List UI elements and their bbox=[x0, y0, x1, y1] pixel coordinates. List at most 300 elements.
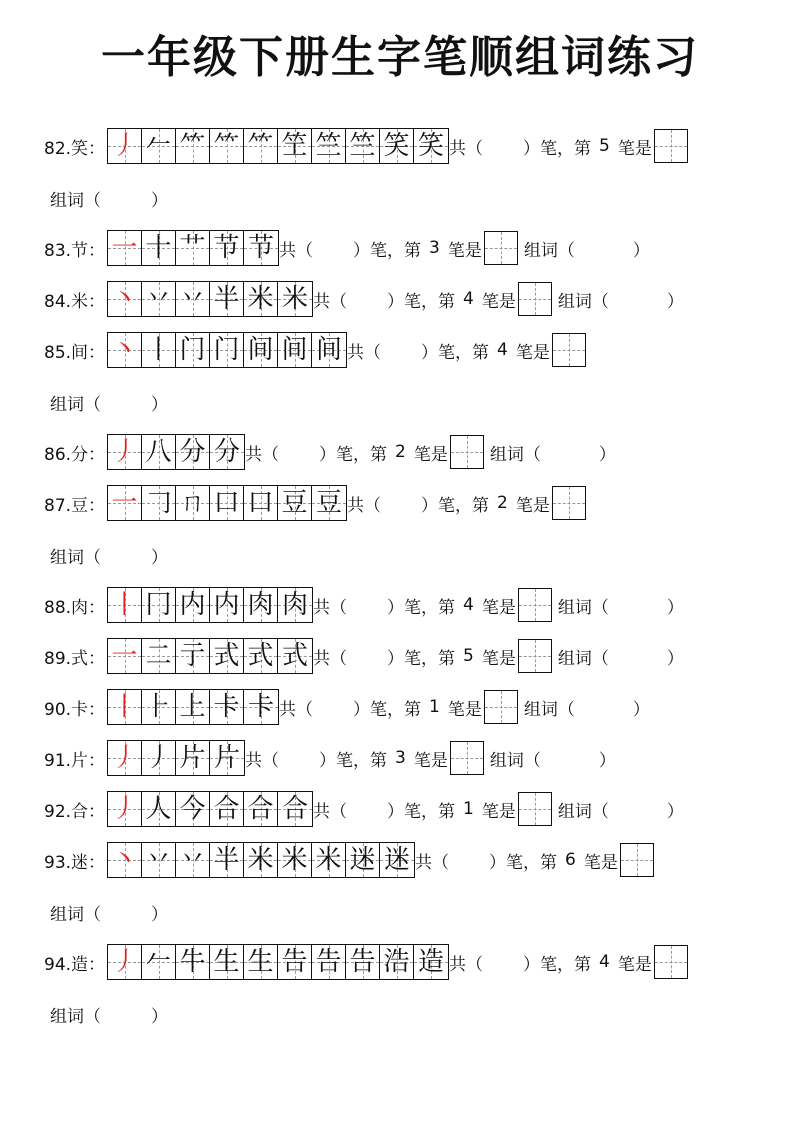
stroke-index-number: 5 bbox=[463, 646, 474, 666]
stroke-step-glyph: 艹 bbox=[179, 233, 206, 263]
stroke-step-cell bbox=[142, 741, 176, 775]
stroke-step-cell bbox=[142, 588, 176, 622]
exercise-row bbox=[44, 740, 616, 776]
stroke-count-prompt: 共（ bbox=[415, 852, 450, 873]
stroke-step-glyph: 丶 bbox=[111, 284, 138, 314]
stroke-answer-box[interactable] bbox=[518, 792, 552, 826]
stroke-index-number: 4 bbox=[463, 289, 474, 309]
stroke-index-number: 2 bbox=[395, 442, 406, 462]
stroke-step-cell bbox=[278, 843, 312, 877]
stroke-step-cell bbox=[414, 129, 448, 163]
character-label: 90.卡： bbox=[44, 699, 106, 720]
stroke-answer-prompt: 笔是 bbox=[515, 342, 550, 363]
exercise-row bbox=[44, 434, 616, 470]
word-formation-label: 组词（ bbox=[50, 548, 101, 568]
stroke-index-prompt: ）笔，第 bbox=[353, 699, 422, 720]
character-label: 88.肉： bbox=[44, 597, 106, 618]
stroke-step-cell bbox=[108, 333, 142, 367]
stroke-step-glyph: 一 bbox=[111, 641, 138, 671]
word-formation-field[interactable] bbox=[50, 1002, 168, 1027]
stroke-order-grid bbox=[107, 842, 415, 878]
stroke-step-cell bbox=[108, 486, 142, 520]
stroke-step-glyph: ⺮ bbox=[179, 131, 206, 161]
stroke-index-number: 4 bbox=[463, 595, 474, 615]
stroke-step-cell bbox=[278, 333, 312, 367]
exercise-row bbox=[44, 281, 684, 317]
stroke-step-glyph: 丨 bbox=[145, 335, 172, 365]
stroke-index-number: 1 bbox=[463, 799, 474, 819]
character-label: 86.分： bbox=[44, 444, 106, 465]
stroke-step-glyph: 卡 bbox=[248, 692, 275, 722]
stroke-step-glyph: 八 bbox=[145, 437, 172, 467]
stroke-index-number: 5 bbox=[599, 136, 610, 156]
stroke-answer-prompt: 笔是 bbox=[583, 852, 618, 873]
stroke-step-cell bbox=[210, 843, 244, 877]
stroke-answer-box[interactable] bbox=[518, 639, 552, 673]
stroke-step-glyph: 告 bbox=[349, 947, 376, 977]
stroke-index-number: 3 bbox=[395, 748, 406, 768]
stroke-step-glyph: 内 bbox=[179, 590, 206, 620]
stroke-index-prompt: ）笔，第 bbox=[421, 495, 490, 516]
word-formation-field[interactable] bbox=[50, 900, 168, 925]
character-label: 85.间： bbox=[44, 342, 106, 363]
stroke-step-cell bbox=[176, 231, 210, 265]
stroke-index-number: 6 bbox=[565, 850, 576, 870]
stroke-step-cell bbox=[244, 639, 278, 673]
stroke-step-cell bbox=[108, 282, 142, 316]
stroke-step-cell bbox=[108, 843, 142, 877]
stroke-step-glyph: 丨 bbox=[111, 692, 138, 722]
stroke-index-prompt: ）笔，第 bbox=[489, 852, 558, 873]
stroke-step-glyph: 式 bbox=[213, 641, 240, 671]
page-title: 一年级下册生字笔顺组词练习 bbox=[101, 32, 699, 83]
stroke-index-prompt: ）笔，第 bbox=[523, 954, 592, 975]
stroke-answer-box[interactable] bbox=[518, 588, 552, 622]
word-formation-close: ） bbox=[151, 1007, 168, 1027]
stroke-step-cell bbox=[142, 792, 176, 826]
exercise-row bbox=[44, 230, 650, 266]
stroke-step-cell bbox=[210, 690, 244, 724]
stroke-step-glyph: 亍 bbox=[179, 641, 206, 671]
stroke-step-cell bbox=[278, 282, 312, 316]
stroke-step-cell bbox=[244, 282, 278, 316]
stroke-step-cell bbox=[142, 639, 176, 673]
character-label: 89.式： bbox=[44, 648, 106, 669]
stroke-step-glyph: 笑 bbox=[418, 131, 445, 161]
stroke-step-cell bbox=[176, 588, 210, 622]
stroke-step-glyph: 十 bbox=[145, 233, 172, 263]
stroke-step-glyph: 豆 bbox=[281, 488, 308, 518]
stroke-order-grid bbox=[107, 128, 449, 164]
stroke-step-cell bbox=[244, 945, 278, 979]
stroke-step-cell bbox=[278, 588, 312, 622]
stroke-answer-box[interactable] bbox=[552, 486, 586, 520]
stroke-count-prompt: 共（ bbox=[449, 954, 484, 975]
stroke-step-cell bbox=[312, 843, 346, 877]
stroke-answer-prompt: 笔是 bbox=[413, 444, 448, 465]
stroke-order-grid bbox=[107, 332, 347, 368]
stroke-step-glyph: 丶 bbox=[111, 335, 138, 365]
stroke-step-glyph: 丷 bbox=[179, 845, 206, 875]
stroke-step-glyph: 分 bbox=[214, 437, 241, 467]
stroke-step-glyph: 生 bbox=[247, 947, 274, 977]
word-formation-field[interactable] bbox=[524, 695, 650, 720]
stroke-step-cell bbox=[312, 129, 346, 163]
stroke-step-cell bbox=[244, 333, 278, 367]
stroke-step-cell bbox=[108, 792, 142, 826]
stroke-index-number: 4 bbox=[497, 340, 508, 360]
exercise-row bbox=[44, 689, 650, 725]
stroke-answer-prompt: 笔是 bbox=[481, 648, 516, 669]
exercise-row bbox=[44, 587, 684, 623]
stroke-index-prompt: ）笔，第 bbox=[387, 801, 456, 822]
word-formation-label: 组词（ bbox=[489, 750, 541, 771]
exercise-row bbox=[44, 638, 684, 674]
stroke-step-cell bbox=[414, 945, 448, 979]
stroke-step-glyph: 竺 bbox=[349, 131, 376, 161]
word-formation-field[interactable] bbox=[490, 746, 616, 771]
stroke-step-glyph: 牛 bbox=[179, 947, 206, 977]
stroke-step-cell bbox=[244, 690, 278, 724]
stroke-step-cell bbox=[346, 945, 380, 979]
stroke-index-number: 2 bbox=[497, 493, 508, 513]
stroke-step-glyph: 生 bbox=[213, 947, 240, 977]
stroke-answer-box[interactable] bbox=[654, 129, 688, 163]
stroke-step-glyph: 一 bbox=[111, 488, 138, 518]
stroke-step-glyph: 丿 bbox=[111, 947, 138, 977]
character-label: 82.笑： bbox=[44, 138, 106, 159]
stroke-step-glyph: 告 bbox=[315, 947, 342, 977]
word-formation-field[interactable] bbox=[490, 440, 616, 465]
word-formation-label: 组词（ bbox=[557, 648, 609, 669]
stroke-answer-prompt: 笔是 bbox=[413, 750, 448, 771]
stroke-step-cell bbox=[176, 690, 210, 724]
word-formation-field[interactable] bbox=[50, 390, 168, 415]
stroke-step-glyph: 节 bbox=[248, 233, 275, 263]
stroke-step-glyph: 浩 bbox=[383, 947, 410, 977]
stroke-step-cell bbox=[210, 129, 244, 163]
stroke-step-cell bbox=[176, 486, 210, 520]
word-formation-field[interactable] bbox=[50, 543, 168, 568]
word-formation-close: ） bbox=[666, 801, 684, 822]
stroke-step-glyph: 合 bbox=[282, 794, 309, 824]
word-formation-close: ） bbox=[666, 648, 684, 669]
word-formation-close: ） bbox=[598, 750, 616, 771]
stroke-step-glyph: 半 bbox=[213, 845, 240, 875]
stroke-answer-prompt: 笔是 bbox=[617, 138, 652, 159]
stroke-step-glyph: 节 bbox=[213, 233, 240, 263]
word-formation-close: ） bbox=[632, 699, 650, 720]
stroke-step-cell bbox=[244, 231, 278, 265]
exercise-row bbox=[44, 791, 684, 827]
word-formation-label: 组词（ bbox=[523, 699, 575, 720]
stroke-answer-box[interactable] bbox=[620, 843, 654, 877]
word-formation-field[interactable] bbox=[50, 186, 168, 211]
stroke-step-glyph: 上 bbox=[179, 692, 206, 722]
stroke-step-glyph: ⺮ bbox=[247, 131, 274, 161]
stroke-step-glyph: 式 bbox=[282, 641, 309, 671]
stroke-order-grid bbox=[107, 791, 313, 827]
exercise-row bbox=[44, 485, 588, 521]
stroke-step-glyph: 米 bbox=[247, 284, 274, 314]
word-formation-label: 组词（ bbox=[557, 801, 609, 822]
stroke-index-prompt: ）笔，第 bbox=[353, 240, 422, 261]
stroke-step-glyph: 门 bbox=[213, 335, 240, 365]
stroke-step-glyph: 间 bbox=[281, 335, 308, 365]
word-formation-label: 组词（ bbox=[489, 444, 541, 465]
character-label: 93.迷： bbox=[44, 852, 106, 873]
stroke-step-cell bbox=[346, 843, 380, 877]
stroke-step-cell bbox=[210, 639, 244, 673]
stroke-index-number: 1 bbox=[429, 697, 440, 717]
stroke-step-glyph: 丿 bbox=[111, 437, 138, 467]
stroke-step-glyph: 片 bbox=[214, 743, 241, 773]
stroke-answer-box[interactable] bbox=[552, 333, 586, 367]
word-formation-close: ） bbox=[151, 395, 168, 415]
word-formation-field[interactable] bbox=[558, 797, 684, 822]
stroke-index-prompt: ）笔，第 bbox=[387, 291, 456, 312]
stroke-step-cell bbox=[142, 435, 176, 469]
stroke-step-cell bbox=[108, 945, 142, 979]
character-label: 94.造： bbox=[44, 954, 106, 975]
stroke-step-glyph: 米 bbox=[247, 845, 274, 875]
stroke-step-cell bbox=[210, 282, 244, 316]
word-formation-field[interactable] bbox=[558, 644, 684, 669]
stroke-step-cell bbox=[176, 741, 210, 775]
stroke-step-glyph: 片 bbox=[179, 743, 206, 773]
stroke-count-prompt: 共（ bbox=[347, 342, 382, 363]
word-formation-close: ） bbox=[666, 291, 684, 312]
word-formation-close: ） bbox=[151, 905, 168, 925]
stroke-answer-box[interactable] bbox=[450, 435, 484, 469]
stroke-step-cell bbox=[210, 486, 244, 520]
word-formation-label: 组词（ bbox=[50, 395, 101, 415]
word-formation-field[interactable] bbox=[558, 287, 684, 312]
stroke-step-cell bbox=[312, 486, 346, 520]
stroke-count-prompt: 共（ bbox=[313, 291, 348, 312]
stroke-step-glyph: 肉 bbox=[247, 590, 274, 620]
stroke-count-prompt: 共（ bbox=[449, 138, 484, 159]
character-label: 84.米： bbox=[44, 291, 106, 312]
stroke-index-number: 3 bbox=[429, 238, 440, 258]
stroke-step-glyph: 合 bbox=[247, 794, 274, 824]
stroke-step-cell bbox=[108, 231, 142, 265]
stroke-step-cell bbox=[210, 741, 244, 775]
word-formation-field[interactable] bbox=[558, 593, 684, 618]
character-label: 87.豆： bbox=[44, 495, 106, 516]
stroke-step-cell bbox=[210, 333, 244, 367]
stroke-step-glyph: 一 bbox=[111, 233, 138, 263]
stroke-count-prompt: 共（ bbox=[313, 597, 348, 618]
stroke-count-prompt: 共（ bbox=[347, 495, 382, 516]
stroke-answer-box[interactable] bbox=[518, 282, 552, 316]
stroke-answer-box[interactable] bbox=[654, 945, 688, 979]
stroke-count-prompt: 共（ bbox=[279, 240, 314, 261]
stroke-index-prompt: ）笔，第 bbox=[319, 750, 388, 771]
stroke-step-glyph: 丷 bbox=[179, 284, 206, 314]
stroke-count-prompt: 共（ bbox=[313, 648, 348, 669]
stroke-step-glyph: 笑 bbox=[383, 131, 410, 161]
stroke-step-cell bbox=[210, 792, 244, 826]
stroke-step-glyph: 𠂉 bbox=[145, 947, 172, 977]
stroke-step-glyph: 肉 bbox=[282, 590, 309, 620]
stroke-step-glyph: ⺊ bbox=[145, 692, 172, 722]
stroke-step-cell bbox=[244, 792, 278, 826]
stroke-order-grid bbox=[107, 638, 313, 674]
stroke-step-glyph: 半 bbox=[213, 284, 240, 314]
stroke-step-cell bbox=[278, 945, 312, 979]
stroke-index-number: 4 bbox=[599, 952, 610, 972]
stroke-step-cell bbox=[278, 129, 312, 163]
stroke-step-glyph: 人 bbox=[145, 794, 172, 824]
stroke-answer-prompt: 笔是 bbox=[447, 699, 482, 720]
stroke-step-glyph: 口 bbox=[247, 488, 274, 518]
stroke-step-glyph: 豆 bbox=[316, 488, 343, 518]
stroke-index-prompt: ）笔，第 bbox=[319, 444, 388, 465]
stroke-index-prompt: ）笔，第 bbox=[387, 648, 456, 669]
character-label: 92.合： bbox=[44, 801, 106, 822]
stroke-step-glyph: 间 bbox=[247, 335, 274, 365]
stroke-step-cell bbox=[108, 690, 142, 724]
stroke-step-cell bbox=[176, 792, 210, 826]
stroke-step-glyph: 丷 bbox=[145, 845, 172, 875]
stroke-step-cell bbox=[176, 435, 210, 469]
stroke-step-glyph: 分 bbox=[179, 437, 206, 467]
stroke-step-cell bbox=[244, 843, 278, 877]
stroke-step-cell bbox=[244, 588, 278, 622]
stroke-step-glyph: 门 bbox=[179, 335, 206, 365]
stroke-step-cell bbox=[210, 231, 244, 265]
word-formation-close: ） bbox=[632, 240, 650, 261]
stroke-step-glyph: 竺 bbox=[315, 131, 342, 161]
stroke-step-cell bbox=[210, 945, 244, 979]
word-formation-field[interactable] bbox=[524, 236, 650, 261]
stroke-step-glyph: 迷 bbox=[384, 845, 411, 875]
exercise-row bbox=[44, 842, 656, 878]
stroke-step-cell bbox=[108, 639, 142, 673]
stroke-step-glyph: 米 bbox=[282, 284, 309, 314]
stroke-step-cell bbox=[142, 333, 176, 367]
stroke-step-glyph: 告 bbox=[281, 947, 308, 977]
stroke-count-prompt: 共（ bbox=[279, 699, 314, 720]
stroke-step-cell bbox=[278, 639, 312, 673]
stroke-order-grid bbox=[107, 434, 245, 470]
stroke-step-cell bbox=[142, 282, 176, 316]
stroke-step-glyph: 丿 bbox=[111, 743, 138, 773]
stroke-index-prompt: ）笔，第 bbox=[523, 138, 592, 159]
stroke-order-grid bbox=[107, 689, 279, 725]
stroke-step-glyph: 丨 bbox=[111, 590, 138, 620]
word-formation-close: ） bbox=[151, 191, 168, 211]
stroke-count-prompt: 共（ bbox=[245, 444, 280, 465]
character-label: 83.节： bbox=[44, 240, 106, 261]
stroke-step-glyph: 丿 bbox=[111, 794, 138, 824]
stroke-answer-prompt: 笔是 bbox=[515, 495, 550, 516]
stroke-answer-prompt: 笔是 bbox=[481, 291, 516, 312]
stroke-step-cell bbox=[108, 129, 142, 163]
stroke-index-prompt: ）笔，第 bbox=[387, 597, 456, 618]
stroke-step-cell bbox=[244, 129, 278, 163]
stroke-step-glyph: 口 bbox=[213, 488, 240, 518]
stroke-order-grid bbox=[107, 944, 449, 980]
stroke-index-prompt: ）笔，第 bbox=[421, 342, 490, 363]
stroke-step-glyph: ⺮ bbox=[213, 131, 240, 161]
stroke-step-cell bbox=[142, 945, 176, 979]
word-formation-label: 组词（ bbox=[523, 240, 575, 261]
stroke-step-cell bbox=[346, 129, 380, 163]
stroke-step-glyph: 笁 bbox=[281, 131, 308, 161]
stroke-answer-box[interactable] bbox=[484, 690, 518, 724]
stroke-step-cell bbox=[380, 945, 414, 979]
stroke-step-glyph: 式 bbox=[247, 641, 274, 671]
stroke-step-cell bbox=[278, 486, 312, 520]
stroke-step-glyph: 丶 bbox=[111, 845, 138, 875]
stroke-step-cell bbox=[108, 435, 142, 469]
stroke-order-grid bbox=[107, 485, 347, 521]
stroke-step-glyph: 𠃌 bbox=[145, 488, 172, 518]
exercise-row bbox=[44, 944, 690, 980]
stroke-step-glyph: 合 bbox=[213, 794, 240, 824]
stroke-step-cell bbox=[142, 486, 176, 520]
character-label: 91.片： bbox=[44, 750, 106, 771]
stroke-step-cell bbox=[210, 588, 244, 622]
stroke-step-glyph: 米 bbox=[281, 845, 308, 875]
stroke-step-cell bbox=[312, 333, 346, 367]
word-formation-label: 组词（ bbox=[50, 1007, 101, 1027]
word-formation-close: ） bbox=[666, 597, 684, 618]
stroke-step-glyph: 丷 bbox=[145, 284, 172, 314]
exercise-row bbox=[44, 332, 588, 368]
stroke-step-cell bbox=[176, 639, 210, 673]
stroke-step-glyph: 内 bbox=[213, 590, 240, 620]
stroke-answer-box[interactable] bbox=[450, 741, 484, 775]
stroke-answer-prompt: 笔是 bbox=[481, 597, 516, 618]
word-formation-label: 组词（ bbox=[557, 291, 609, 312]
stroke-order-grid bbox=[107, 587, 313, 623]
word-formation-label: 组词（ bbox=[557, 597, 609, 618]
stroke-step-cell bbox=[142, 129, 176, 163]
word-formation-label: 组词（ bbox=[50, 905, 101, 925]
stroke-step-cell bbox=[176, 843, 210, 877]
stroke-step-glyph: ㄇ bbox=[179, 488, 206, 518]
stroke-count-prompt: 共（ bbox=[245, 750, 280, 771]
word-formation-close: ） bbox=[151, 548, 168, 568]
stroke-step-cell bbox=[278, 792, 312, 826]
stroke-step-glyph: 今 bbox=[179, 794, 206, 824]
stroke-answer-prompt: 笔是 bbox=[481, 801, 516, 822]
word-formation-close: ） bbox=[598, 444, 616, 465]
stroke-step-cell bbox=[176, 945, 210, 979]
stroke-step-cell bbox=[244, 486, 278, 520]
stroke-step-cell bbox=[380, 843, 414, 877]
stroke-step-cell bbox=[176, 333, 210, 367]
stroke-answer-box[interactable] bbox=[484, 231, 518, 265]
stroke-step-glyph: 造 bbox=[418, 947, 445, 977]
exercise-row bbox=[44, 128, 690, 164]
stroke-step-glyph: 𠂉 bbox=[145, 131, 172, 161]
stroke-order-grid bbox=[107, 281, 313, 317]
stroke-step-glyph: 迷 bbox=[349, 845, 376, 875]
stroke-step-cell bbox=[142, 690, 176, 724]
stroke-step-cell bbox=[142, 843, 176, 877]
stroke-answer-prompt: 笔是 bbox=[447, 240, 482, 261]
stroke-step-cell bbox=[142, 231, 176, 265]
stroke-count-prompt: 共（ bbox=[313, 801, 348, 822]
stroke-answer-prompt: 笔是 bbox=[617, 954, 652, 975]
stroke-step-cell bbox=[380, 129, 414, 163]
word-formation-label: 组词（ bbox=[50, 191, 101, 211]
stroke-step-glyph: 丿 bbox=[145, 743, 172, 773]
